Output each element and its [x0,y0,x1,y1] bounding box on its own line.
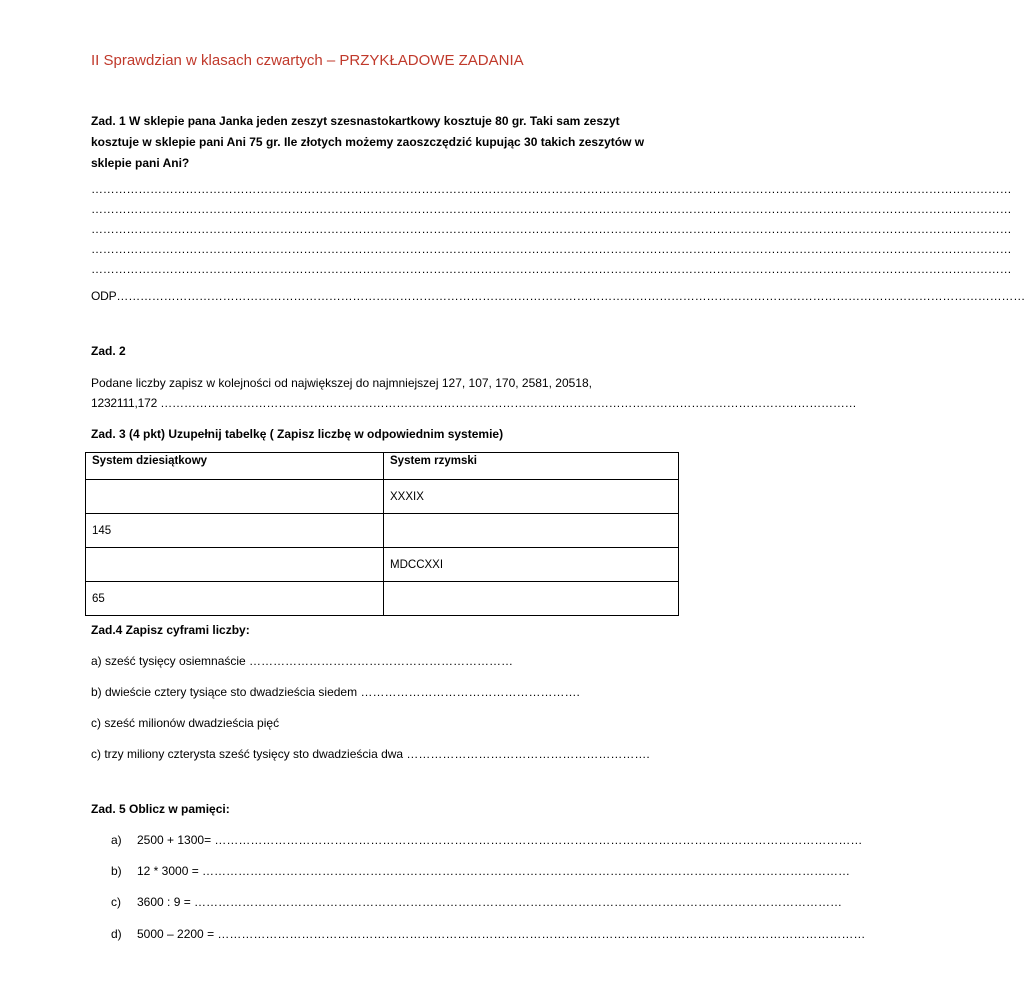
table-row [86,548,679,582]
z1-question-line-2: kosztuje w sklepie pani Ani 75 gr. Ile złotych możemy zaoszczędzić kupując 30 takich zeszytów w [91,135,645,149]
z1-question-line-3: sklepie pani Ani? [91,156,190,170]
z5-item-label: c) [111,895,121,909]
z5-item-text: 3600 : 9 = ……………………………………………………………………………………………………………………………………………… [137,895,843,909]
table-row [86,582,679,616]
table-header-decimal: System dziesiątkowy [86,453,384,480]
z5-item-label: a) [111,833,122,847]
z4-heading: Zad.4 Zapisz cyframi liczby: [91,623,250,637]
table-cell-decimal [86,480,384,514]
table-cell-roman: XXXIX [384,480,679,514]
table-header-row [86,453,679,480]
z3-heading: Zad. 3 (4 pkt) Uzupełnij tabelkę ( Zapisz liczbę w odpowiednim systemie) [91,427,504,441]
table-row [86,514,679,548]
table-cell-roman: MDCCXXI [384,548,679,582]
z1-answer-line: ……………………………………………………………………………………………………………………………………………………………………………………………………………… [91,242,1012,256]
z5-item-label: b) [111,864,122,878]
z5-heading: Zad. 5 Oblicz w pamięci: [91,802,230,816]
z5-item-a [111,833,863,847]
z5-item-label: d) [111,927,122,941]
z1-answer-line: ……………………………………………………………………………………………………………………………………………………………………………………………………………… [91,202,1012,216]
table-cell-roman [384,514,679,548]
z1-question-line-1: Zad. 1 W sklepie pana Janka jeden zeszyt szesnastokartkowy kosztuje 80 gr. Taki sam zeszyt [91,114,620,128]
z5-item-b [111,864,851,878]
z5-item-c [111,895,843,909]
table-cell-decimal: 65 [86,582,384,616]
z1-answer-line: ……………………………………………………………………………………………………………………………………………………………………………………………………………… [91,182,1012,196]
table-cell-roman [384,582,679,616]
z5-item-text: 12 * 3000 = ……………………………………………………………………………………………………………………………………………… [137,864,851,878]
z2-question-line-2: 1232111,172 …………………………………………………………………………………………………………………………………………………………… [91,396,857,410]
z2-heading: Zad. 2 [91,344,126,358]
z5-item-text: 5000 – 2200 = ……………………………………………………………………………………………………………………………………………… [137,927,866,941]
z5-item-d [111,927,866,941]
z4-item-c1: c) sześć milionów dwadzieścia pięć [91,716,280,730]
z4-item-c2: c) trzy miliony czterysta sześć tysięcy sto dwadzieścia dwa ……………………………………………………. [91,747,650,761]
z1-answer-line: ……………………………………………………………………………………………………………………………………………………………………………………………………………… [91,222,1012,236]
table-header-roman: System rzymski [384,453,679,480]
table-cell-decimal: 145 [86,514,384,548]
z4-item-a: a) sześć tysięcy osiemnaście ………………………………………………………… [91,654,514,668]
page-title: II Sprawdzian w klasach czwartych – PRZYKŁADOWE ZADANIA [91,52,524,69]
z1-odp-line: ODP…………………………………………………………………………………………………………………………………………………………………………………………………………… [91,289,1025,303]
z4-item-b: b) dwieście cztery tysiące sto dwadzieścia siedem ………………………………………………. [91,685,580,699]
table-cell-decimal [86,548,384,582]
z5-item-text: 2500 + 1300= ……………………………………………………………………………………………………………………………………………… [137,833,863,847]
number-system-table [85,452,679,616]
z2-question-line-1: Podane liczby zapisz w kolejności od największej do najmniejszej 127, 107, 170, 2581, 20518, [91,376,592,390]
table-row [86,480,679,514]
z1-answer-line: ……………………………………………………………………………………………………………………………………………………………………………………………………………… [91,262,1012,276]
